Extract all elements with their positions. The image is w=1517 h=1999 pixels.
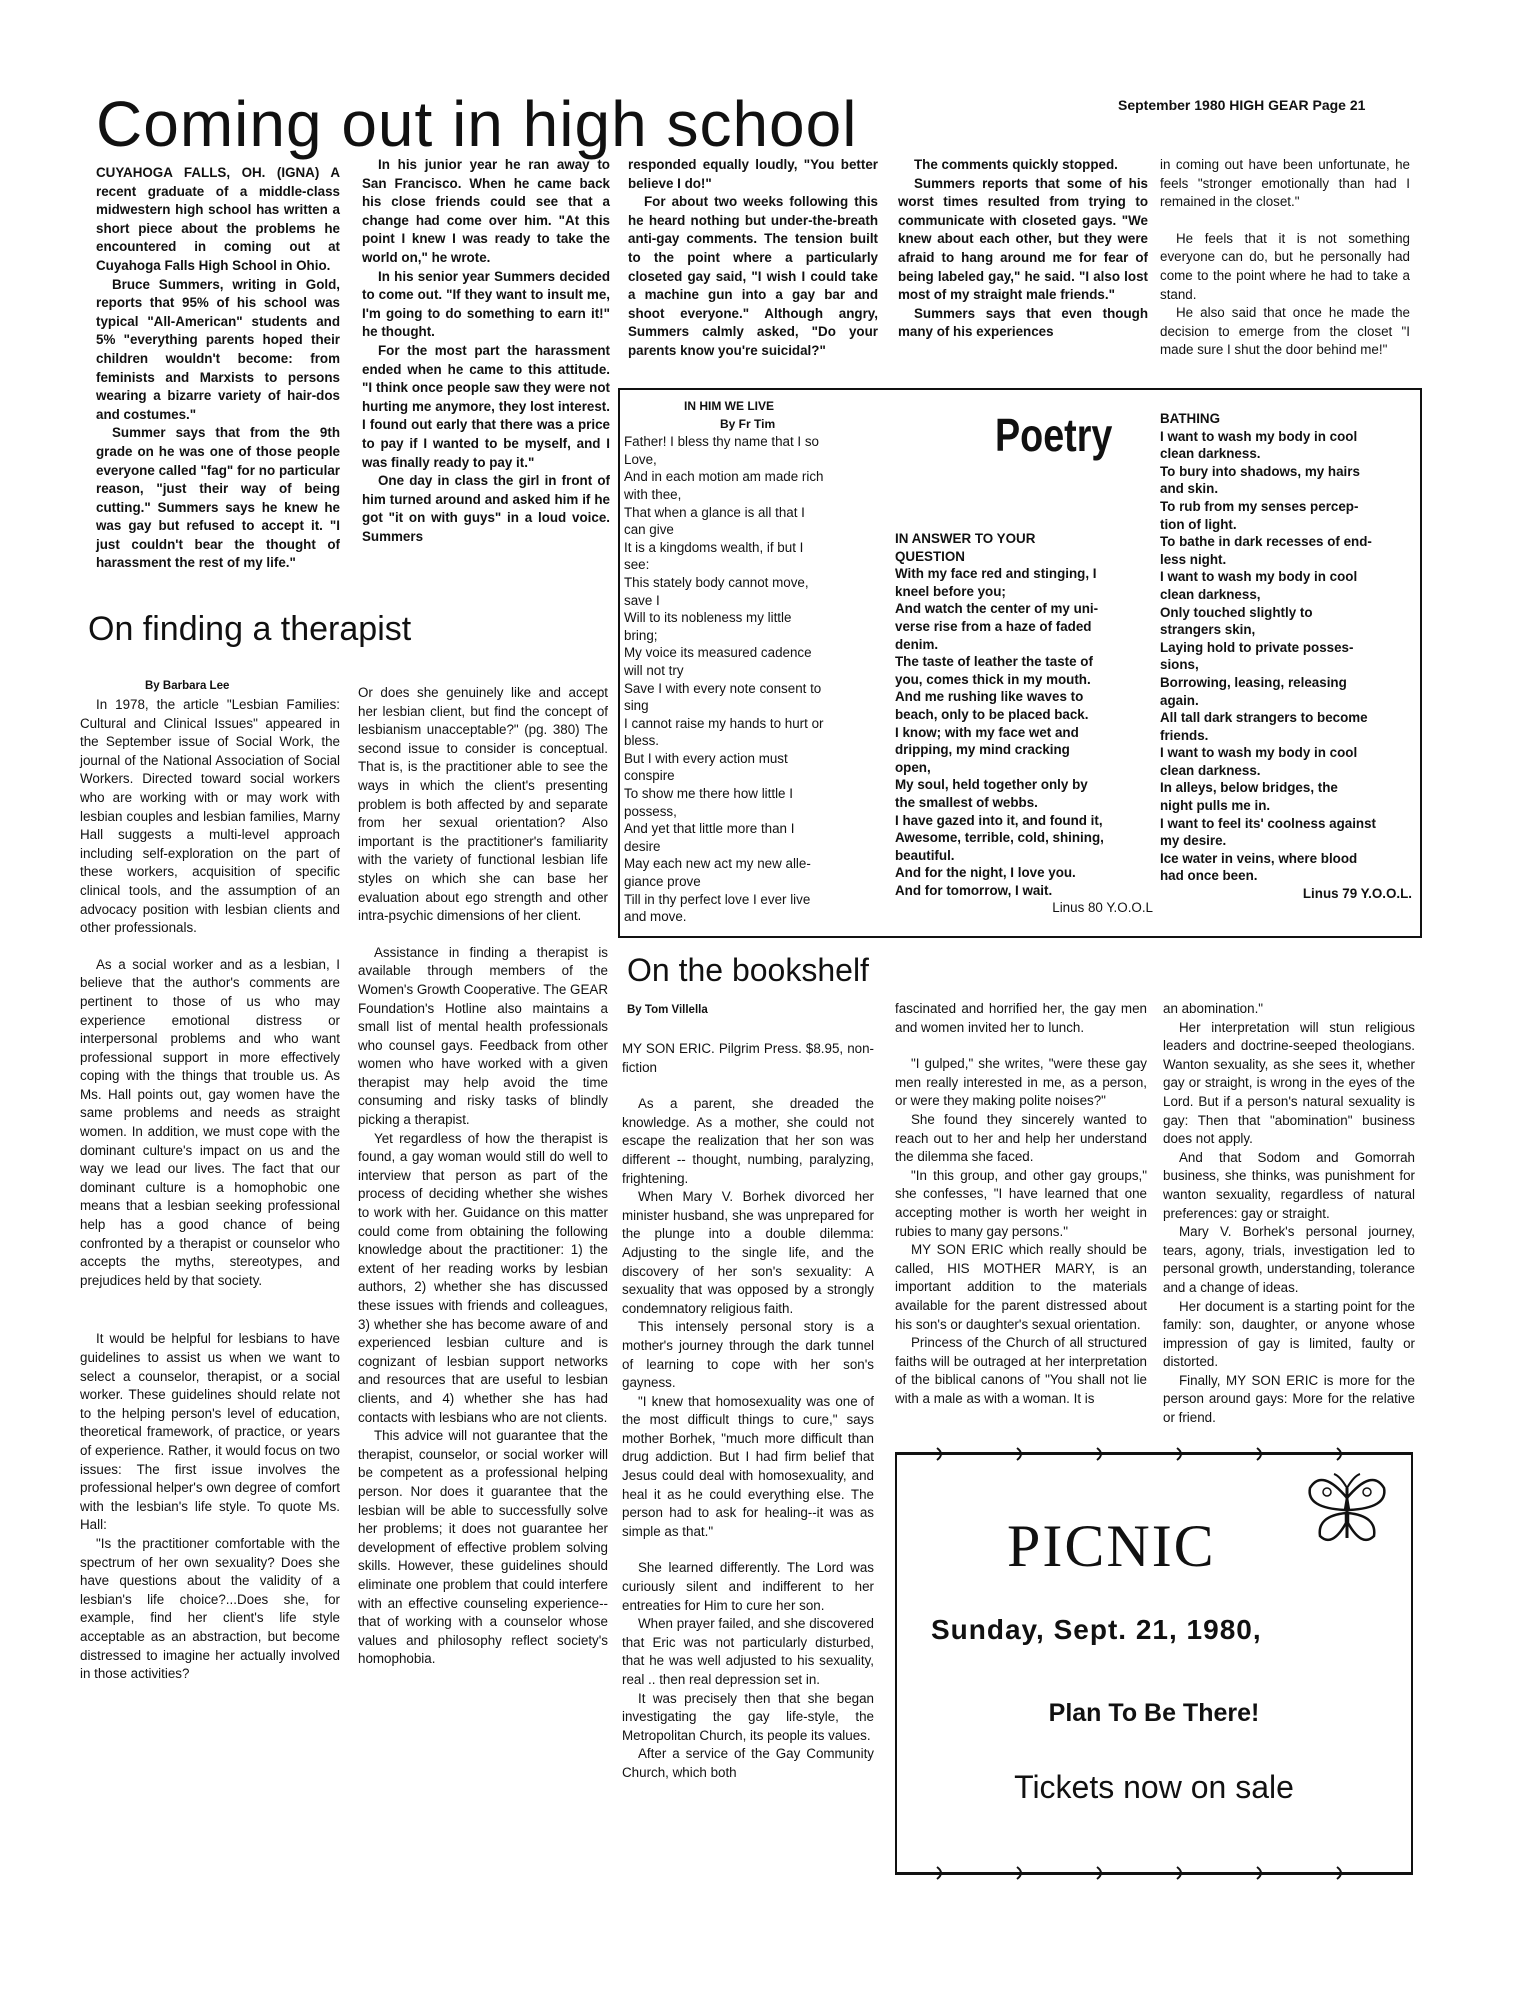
therapist-p: It would be helpful for lesbians to have guidelines to assist us when we want to select a counselor, therapist, or a social worker. These guidelines should relate not to the helping person's level of education, theoretical framework, of practice, or years of experience. Rather, it would focus on two issues: The first issue involves the professional helper's own degree of comfort with the lesbian's life style. To quote Ms. Hall:: [80, 1331, 340, 1533]
coming-out-p: For the most part the harassment ended when he came to this attitude. "I think once people saw they were not hurting me anymore, they lost interest. I found out early that there was a price to pay if I wanted to be myself, and I was finally ready to pay it.": [362, 342, 610, 470]
poem-line: the smallest of webbs.: [895, 794, 1038, 810]
bookshelf-p: Princess of the Church of all structured faiths will be outraged at her interpretation of the biblical canons of "You shall not lie with a male as with a woman. It is: [895, 1335, 1147, 1406]
poem-line: dripping, my mind cracking: [895, 742, 1070, 758]
poem-line: To show me there how little I: [624, 786, 793, 802]
poem-line: I have gazed into it, and found it,: [895, 812, 1103, 828]
therapist-p: As a social worker and as a lesbian, I believe that the author's comments are pertinent to those of us who may experience emotional distress or interpersonal problems and who want professional support in more effectively coping with the things that trouble us. As Ms. Hall points out, gay women have the same problems and needs as straight women. In addition, we must cope with the dominant culture's impact on us and the way we lead our lives. The fact that our dominant culture is a homophobic one means that a lesbian seeking professional help has a good chance of being confronted by a therapist or counselor who accepts the myths, stereotypes, and prejudices held by that society.: [80, 956, 340, 1288]
poem-2: [895, 530, 1153, 917]
bookshelf-p: As a parent, she dreaded the knowledge. As a mother, she could not escape the realization that her son was different -- thought, numbing, paralyzing, frightening.: [622, 1096, 874, 1186]
poem-line: with thee,: [624, 486, 682, 502]
coming-out-col-1: [96, 164, 340, 573]
therapist-col-2: [358, 684, 608, 1669]
poem-2-lines: [895, 565, 1153, 899]
poem-line: I want to wash my body in cool: [1160, 428, 1358, 444]
poem-line: That when a glance is all that I: [624, 504, 805, 520]
poem-line: sing: [624, 698, 649, 714]
coming-out-p: In his senior year Summers decided to come out. "If they want to insult me, I'm going to do something to earn it!" he thought.: [362, 268, 610, 340]
bookshelf-col-2: [895, 1000, 1147, 1408]
bookshelf-p: She learned differently. The Lord was curiously silent and indifferent to her entreaties for Him to cure her son.: [622, 1560, 874, 1613]
poem-line: strangers skin,: [1160, 622, 1256, 638]
poem-line: sions,: [1160, 657, 1199, 673]
bookshelf-p: When Mary V. Borhek divorced her minister husband, she was unprepared for the plunge into a double dilemma: Adjusting to the single life, and the discovery of her son's sexuality: A sexuality that was opposed by a strongly condemnatory religious faith.: [622, 1189, 874, 1316]
therapist-p: "Is the practitioner comfortable with the spectrum of her own sexuality? Does she have questions about the validity of a lesbian's life choice?...Does she, for example, find her client's life style acceptable as an abstraction, but become distressed to imagine her actually involved in those activities?: [80, 1535, 340, 1682]
headline-bookshelf: On the bookshelf: [627, 952, 869, 988]
poem-line: beach, only to be placed back.: [895, 706, 1089, 722]
poem-line: clean darkness.: [1160, 762, 1261, 778]
coming-out-col-2: [362, 156, 610, 546]
poem-3-author: Linus 79 Y.O.O.L.: [1302, 886, 1412, 902]
poem-line: But I with every action must: [624, 750, 788, 766]
bookshelf-p: It was precisely then that she began investigating the gay life-style, the Metropolitan Church, its people its values.: [622, 1690, 874, 1743]
poem-line: beautiful.: [895, 847, 955, 863]
bookshelf-p: This intensely personal story is a mother's journey through the dark tunnel of learning to cope with her son's gayness.: [622, 1319, 874, 1391]
byline-therapist: By Barbara Lee: [145, 680, 230, 692]
poem-line: To bury into shadows, my hairs: [1160, 463, 1360, 479]
poem-line: I want to wash my body in cool: [1160, 745, 1358, 761]
poem-line: And yet that little more than I: [624, 821, 795, 837]
coming-out-p: responded equally loudly, "You better believe I do!": [628, 157, 878, 191]
byline-bookshelf: By Tom Villella: [627, 1004, 708, 1016]
poem-line: clean darkness,: [1160, 586, 1261, 602]
poem-line: less night.: [1160, 551, 1227, 567]
poem-line: Awesome, terrible, cold, shining,: [895, 830, 1104, 846]
coming-out-p: He feels that it is not something everyone can do, but he personally had come to the point where he had to take a stand.: [1160, 230, 1410, 302]
bookshelf-p: "I knew that homosexuality was one of the most difficult things to cure," says mother Borhek, "much more difficult than drug addiction. But I had firm belief that Jesus could deal with homosexuality, and heal it as he could everything else. The person had to ask for healing--it was as simple as that.": [622, 1393, 874, 1539]
poem-line: It is a kingdoms wealth, if but I: [624, 539, 804, 555]
therapist-p: Assistance in finding a therapist is available through members of the Women's Growth Cooperative. The GEAR Foundation's Hotline also maintains a small list of mental health professionals who counsel gays. Feedback from other women who have worked with a given therapist may help avoid the time consuming and risky tasks of blindly picking a therapist.: [358, 944, 608, 1128]
coming-out-p: Bruce Summers, writing in Gold, reports that 95% of his school was typical "All-American" students and 5% "everything parents hoped their children wouldn't become: from feminists and Marxists to persons wearing a bizarre variety of hair-dos and costumes.": [96, 276, 340, 422]
poem-line: May each new act my new alle-: [624, 856, 811, 872]
poem-line: tion of light.: [1160, 516, 1237, 532]
therapist-p: Yet regardless of how the therapist is found, a gay woman would still do well to interview that person as part of the process of deciding whether she wishes to work with her. Guidance on this matter could come from obtaining the following knowledge about the practitioner: 1) the extent of her reading works by lesbian authors, 2) whether she has discussed these issues with friends and colleagues, 3) whether she has become aware of and experienced lesbian culture and is cognizant of lesbian support networks and resources that are useful to lesbian clients, and 4) whether she has had contacts with lesbians who are not clients.: [358, 1130, 608, 1425]
poem-line: you, comes thick in my mouth.: [895, 671, 1091, 687]
poem-line: My voice its measured cadence: [624, 645, 812, 661]
coming-out-p: in coming out have been unfortunate, he feels "stronger emotionally than had I remained in the closet.": [1160, 157, 1410, 210]
poem-line: Will to its nobleness my little: [624, 610, 792, 626]
bookshelf-p: And that Sodom and Gomorrah business, she thinks, was punishment for wanton sexuality, regardless of natural preferences: gay or straight.: [1163, 1149, 1415, 1221]
therapist-p: This advice will not guarantee that the therapist, counselor, or social worker will be competent as a professional helping person. Nor does it guarantee that the lesbian will be able to successfully solve her problems; it does not guarantee her development of effective problem solving skills. However, these guidelines should eliminate one problem that could interfere with an effective counseling experience--that of working with a counselor whose values and philosophy reflect society's homophobia.: [358, 1428, 608, 1667]
poem-line: I want to feel its' coolness against: [1160, 815, 1376, 831]
poem-line: Save I with every note consent to: [624, 680, 822, 696]
poem-line: Borrowing, leasing, releasing: [1160, 674, 1347, 690]
bookshelf-p: When prayer failed, and she discovered that Eric was not particularly disturbed, that he was well adjusted to his sexuality, real .. then real depression set in.: [622, 1616, 874, 1687]
poem-line: And me rushing like waves to: [895, 689, 1084, 705]
poem-2-title: IN ANSWER TO YOUR QUESTION: [895, 531, 1036, 564]
poem-line: giance prove: [624, 874, 701, 890]
coming-out-p: The comments quickly stopped.: [914, 157, 1118, 172]
bookshelf-col-1: [622, 1040, 874, 1783]
coming-out-col-5: [1160, 156, 1410, 360]
coming-out-col-4: [898, 156, 1148, 388]
poem-line: With my face red and stinging, I: [895, 566, 1097, 582]
bookshelf-p: Mary V. Borhek's personal journey, tears, agony, trials, investigation led to personal growth, understanding, tolerance and a change of ideas.: [1163, 1224, 1415, 1295]
poem-line: And for the night, I love you.: [895, 865, 1076, 881]
poem-line: And watch the center of my uni-: [895, 601, 1099, 617]
poem-line: bless.: [624, 733, 659, 749]
poem-line: Ice water in veins, where blood: [1160, 850, 1358, 866]
poem-line: denim.: [895, 636, 939, 652]
bookshelf-p: She found they sincerely wanted to reach out to her and help her understand the dilemma she faced.: [895, 1111, 1147, 1165]
bookshelf-p: MY SON ERIC which really should be called, HIS MOTHER MARY, is an important addition to the materials available for the parent distressed about his son's or daughter's sexual orientation.: [895, 1242, 1147, 1332]
butterfly-icon: [1302, 1468, 1392, 1558]
bookshelf-p: Her interpretation will stun religious leaders and doctrine-seeped theologians. Wanton sexuality, as she sees it, whether gay or straight, is wrong in the eyes of the Lord. But if a person's natural sexuality is gay: Then that "abomination" business does not apply.: [1163, 1019, 1415, 1147]
poem-line: had once been.: [1160, 868, 1258, 884]
poem-line: I cannot raise my hands to hurt or: [624, 715, 824, 731]
poem-line: And in each motion am made rich: [624, 469, 824, 485]
picnic-ad: [895, 1452, 1413, 1875]
poem-1: [624, 398, 874, 926]
poem-line: again.: [1160, 692, 1199, 708]
coming-out-p: CUYAHOGA FALLS, OH. (IGNA) A recent graduate of a middle-class midwestern high school has written a short piece about the problems he encountered in coming out at Cuyahoga Falls High School in Ohio.: [96, 165, 340, 273]
poem-line: kneel before you;: [895, 583, 1006, 599]
picnic-plan: Plan To Be There!: [1048, 1699, 1260, 1727]
coming-out-p: Summer says that from the 9th grade on he was one of those people everyone called "fag" for no particular reason, "just their way of being cutting." Summers says he knew he was gay but refused to accept it. "I just couldn't bear the thought of harassment the rest of my life.": [96, 425, 340, 571]
poem-line: And for tomorrow, I wait.: [895, 882, 1053, 898]
poem-line: save I: [624, 592, 660, 608]
headline-therapist: On finding a therapist: [88, 610, 412, 648]
poem-3-lines: [1160, 428, 1412, 885]
coming-out-p: One day in class the girl in front of him turned around and asked him if he got "it on with guys" in a loud voice. Summers: [362, 473, 610, 544]
poem-line: I want to wash my body in cool: [1160, 569, 1358, 585]
poem-line: can give: [624, 522, 674, 538]
poem-line: conspire: [624, 768, 675, 784]
coming-out-p: Summers reports that some of his worst times resulted from trying to communicate with closeted gays. "We knew about each other, but they were afraid to hang around me for fear of being labeled gay," he said. "I also lost most of my straight male friends.": [898, 175, 1148, 303]
bookshelf-p: "I gulped," she writes, "were these gay men really interested in me, as a person, or were they making polite noises?": [895, 1056, 1147, 1109]
poem-line: verse rise from a haze of faded: [895, 618, 1092, 634]
poem-line: and skin.: [1160, 481, 1219, 497]
poem-line: Love,: [624, 451, 657, 467]
poem-line: In alleys, below bridges, the: [1160, 780, 1338, 796]
poem-3-title: BATHING: [1160, 411, 1221, 426]
coming-out-col-3: [628, 156, 878, 361]
bookshelf-p: After a service of the Gay Community Church, which both: [622, 1746, 874, 1780]
bookshelf-col-3: [1163, 1000, 1415, 1428]
poem-line: and move.: [624, 909, 687, 925]
poem-1-author: By Fr Tim: [720, 416, 776, 431]
ad-border-bottom: [897, 1866, 1411, 1880]
bookshelf-p: Finally, MY SON ERIC is more for the person around gays: More for the relative or friend.: [1163, 1372, 1415, 1426]
bookshelf-p: fascinated and horrified her, the gay men and women invited her to lunch.: [895, 1001, 1147, 1035]
poem-line: This stately body cannot move,: [624, 574, 809, 590]
poem-line: Till in thy perfect love I ever live: [624, 891, 811, 907]
coming-out-p: Summers says that even though many of his experiences: [898, 305, 1148, 340]
therapist-col-1: [80, 696, 340, 1684]
poem-line: desire: [624, 838, 661, 854]
poem-line: see:: [624, 557, 650, 573]
poem-1-lines: [624, 433, 874, 926]
picnic-title: PICNIC: [1007, 1513, 1216, 1579]
poem-line: To rub from my senses percep-: [1160, 498, 1359, 514]
poem-line: All tall dark strangers to become: [1160, 710, 1368, 726]
bookshelf-p: Her document is a starting point for the family: son, daughter, or anyone whose impression of gay is limited, faulty or distorted.: [1163, 1298, 1415, 1370]
headline-coming-out: Coming out in high school: [96, 88, 858, 160]
poem-line: Father! I bless thy name that I so: [624, 434, 820, 450]
poem-line: night pulls me in.: [1160, 798, 1271, 814]
therapist-p: In 1978, the article "Lesbian Families: Cultural and Clinical Issues" appeared in the September issue of Social Work, the journal of the National Association of Social Workers. Directed toward social workers who are working with or may work with lesbian couples and lesbian families, Marny Hall suggests a multi-level approach including self-exploration on the part of these workers, acquisition of specific clinical tools, and the assumption of an advocacy position with lesbian clients and other professionals.: [80, 697, 340, 936]
poem-line: To bathe in dark recesses of end-: [1160, 534, 1372, 550]
poem-line: friends.: [1160, 727, 1209, 743]
coming-out-p: He also said that once he made the decision to emerge from the closet "I made sure I shut the door behind me!": [1160, 305, 1410, 358]
poem-line: clean darkness.: [1160, 446, 1261, 462]
picnic-date: Sunday, Sept. 21, 1980,: [931, 1614, 1262, 1645]
poem-3: [1160, 410, 1412, 903]
ad-border-top: [897, 1447, 1411, 1461]
bookshelf-p: an abomination.": [1163, 1001, 1264, 1016]
poem-line: My soul, held together only by: [895, 777, 1088, 793]
picnic-tickets: Tickets now on sale: [1014, 1769, 1294, 1805]
poem-line: bring;: [624, 627, 658, 643]
bookshelf-p: MY SON ERIC. Pilgrim Press. $8.95, non-fiction: [622, 1041, 874, 1075]
poem-line: possess,: [624, 803, 677, 819]
poem-line: my desire.: [1160, 833, 1227, 849]
coming-out-p: For about two weeks following this he heard nothing but under-the-breath anti-gay comments. The tension built to the point where a particularly closeted gay said, "I wish I could take a machine gun into a gay bar and shoot everyone." Although angry, Summers calmly asked, "Do your parents know you're suicidal?": [628, 194, 878, 358]
poem-line: Laying hold to private posses-: [1160, 639, 1354, 655]
poem-line: I know; with my face wet and: [895, 724, 1079, 740]
poem-2-author: Linus 80 Y.O.O.L: [1052, 900, 1153, 916]
poem-line: The taste of leather the taste of: [895, 654, 1093, 670]
poem-line: will not try: [624, 662, 684, 678]
masthead: September 1980 HIGH GEAR Page 21: [1118, 97, 1366, 113]
poem-1-title: IN HIM WE LIVE: [684, 399, 774, 413]
poem-line: open,: [895, 759, 931, 775]
poetry-title: Poetry: [995, 409, 1113, 461]
poem-line: Only touched slightly to: [1160, 604, 1313, 620]
coming-out-p: In his junior year he ran away to San Francisco. When he came back his close friends could see that a change had come over him. "At this point I knew I was ready to take the world on," he wrote.: [362, 157, 610, 265]
therapist-p: Or does she genuinely like and accept her lesbian client, but find the concept of lesbianism unacceptable?" (pg. 380) The second issue to consider is conceptual. That is, is the practitioner able to see the ways in which the client's presenting problem is both affected by and separate from her sexual orientation? Also important is the practitioner's familiarity with the variety of functional lesbian life styles on which she can base her evaluation about ego strength and other intra-psychic dimensions of her client.: [358, 685, 608, 924]
bookshelf-p: "In this group, and other gay groups," she confesses, "I have learned that one accepting mother is worth her weight in rubies to many gay persons.": [895, 1167, 1147, 1239]
